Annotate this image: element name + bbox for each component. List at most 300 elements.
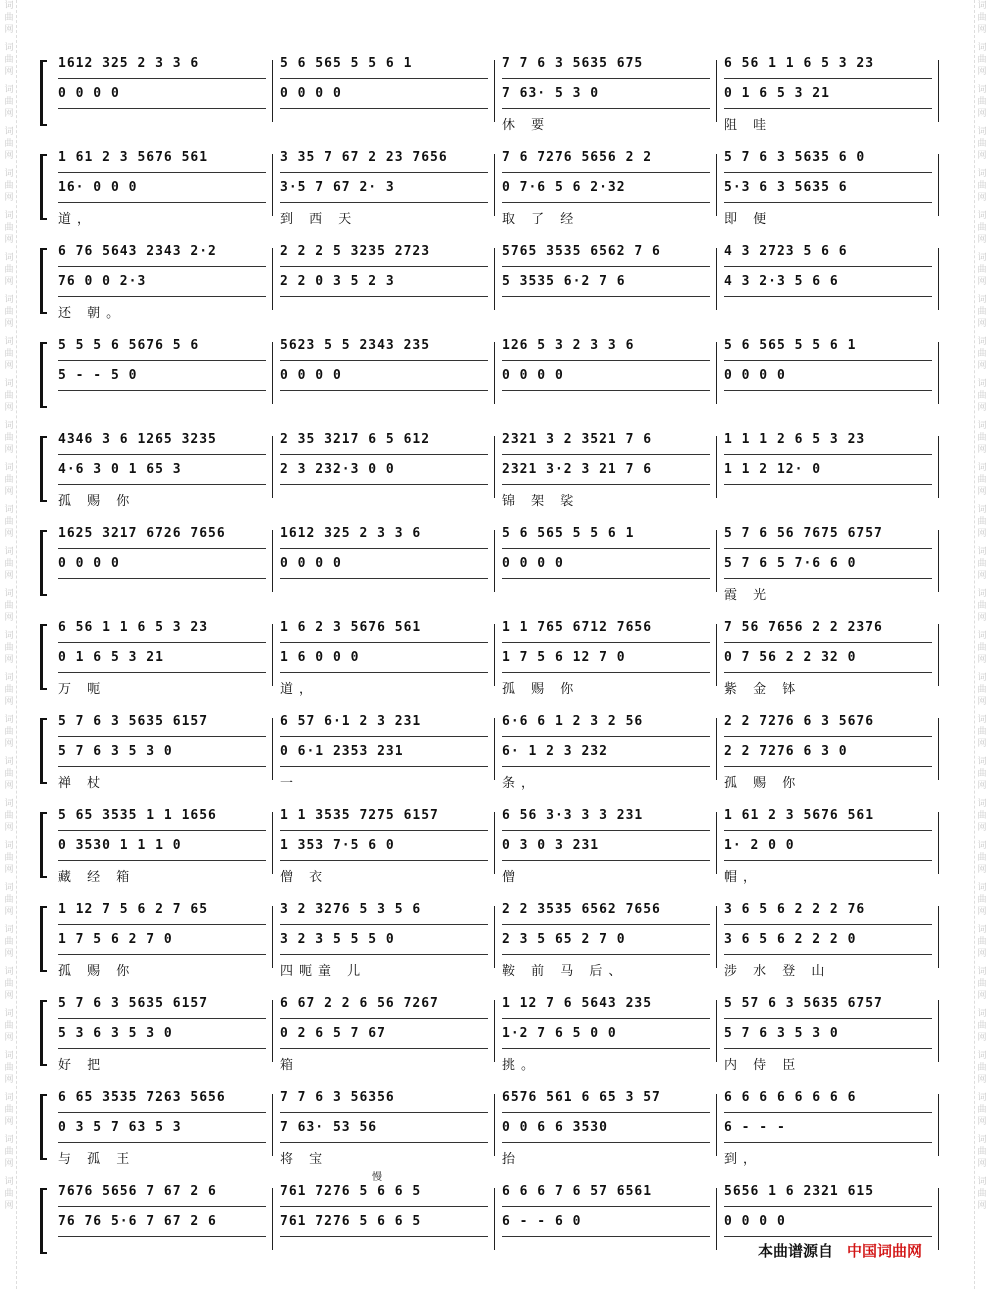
lower-stave — [58, 368, 938, 390]
measure: 5 6 565 5 5 6 1 — [502, 526, 710, 549]
measure: 1 1 2 12· 0 — [724, 462, 932, 485]
measure: 0 0 0 0 — [280, 368, 488, 391]
system-bracket — [40, 342, 47, 408]
watermark-text: 词曲网 — [977, 85, 987, 119]
barline — [272, 436, 273, 498]
score-system — [40, 620, 940, 704]
watermark-text: 词曲网 — [4, 799, 14, 833]
measure: 3 6 5 6 2 2 2 0 — [724, 932, 932, 955]
barline — [272, 248, 273, 310]
system-bracket — [40, 1188, 47, 1254]
lyric: 涉 水 登 山 — [724, 964, 831, 979]
barline — [716, 906, 717, 968]
measure: 1·2 7 6 5 0 0 — [502, 1026, 710, 1049]
lyric: 抬 — [502, 1152, 522, 1167]
lyric: 孤 赐 你 — [58, 964, 136, 979]
lower-stave — [58, 744, 938, 766]
measure: 1 7 5 6 12 7 0 — [502, 650, 710, 673]
watermark-text: 词曲网 — [977, 1135, 987, 1169]
measure: 7 63· 5 3 0 — [502, 86, 710, 109]
barline — [716, 718, 717, 780]
measure: 2 2 0 3 5 2 3 — [280, 274, 488, 297]
measure: 0 1 6 5 3 21 — [724, 86, 932, 109]
measure: 126 5 3 2 3 3 6 — [502, 338, 710, 361]
measure: 6·6 6 1 2 3 2 56 — [502, 714, 710, 737]
upper-stave — [58, 150, 938, 172]
system-bracket — [40, 154, 47, 220]
measure: 6 76 5643 2343 2·2 — [58, 244, 266, 267]
measure: 6 6 6 6 6 6 6 6 — [724, 1090, 932, 1113]
barline — [494, 436, 495, 498]
lyrics-line — [58, 1148, 938, 1166]
lyric: 霞 光 — [724, 588, 773, 603]
source-label: 本曲谱源自 — [758, 1242, 834, 1260]
watermark-text: 词曲网 — [4, 85, 14, 119]
watermark-text: 词曲网 — [977, 295, 987, 329]
lyric: 孤 赐 你 — [724, 776, 802, 791]
system-bracket — [40, 248, 47, 314]
measure: 2 3 5 65 2 7 0 — [502, 932, 710, 955]
measure: 3 2 3 5 5 5 0 — [280, 932, 488, 955]
measure: 6 56 3·3 3 3 231 — [502, 808, 710, 831]
watermark-text: 词曲网 — [4, 337, 14, 371]
barline — [494, 906, 495, 968]
lower-stave — [58, 462, 938, 484]
upper-stave — [58, 1184, 938, 1206]
measure: 5 7 6 3 5635 6 0 — [724, 150, 932, 173]
watermark-text: 词曲网 — [977, 967, 987, 1001]
lyric: 休 要 — [502, 118, 551, 133]
measure: 1 6 0 0 0 — [280, 650, 488, 673]
lower-stave — [58, 556, 938, 578]
measure: 7 6 7276 5656 2 2 — [502, 150, 710, 173]
lyric: 条， — [502, 776, 541, 791]
barline — [494, 342, 495, 404]
system-bracket — [40, 60, 47, 126]
measure: 2 3 232·3 0 0 — [280, 462, 488, 485]
lyric: 内 侍 臣 — [724, 1058, 802, 1073]
measure: 1612 325 2 3 3 6 — [58, 56, 266, 79]
barline — [938, 436, 939, 498]
lyrics-line — [58, 396, 938, 414]
barline — [938, 624, 939, 686]
measure: 76 76 5·6 7 67 2 6 — [58, 1214, 266, 1237]
measure: 0 3 5 7 63 5 3 — [58, 1120, 266, 1143]
barline — [272, 342, 273, 404]
lyric: 到 西 天 — [280, 212, 358, 227]
barline — [716, 154, 717, 216]
watermark-text: 词曲网 — [4, 967, 14, 1001]
lyric: 紫 金 钵 — [724, 682, 802, 697]
measure: 5 7 6 3 5635 6157 — [58, 714, 266, 737]
measure: 3 2 3276 5 3 5 6 — [280, 902, 488, 925]
upper-stave — [58, 432, 938, 454]
watermark-text: 词曲网 — [977, 715, 987, 749]
watermark-text: 词曲网 — [977, 379, 987, 413]
measure: 6 - - 6 0 — [502, 1214, 710, 1237]
upper-stave — [58, 56, 938, 78]
barline — [272, 812, 273, 874]
score-system — [40, 902, 940, 986]
measure: 1 1 3535 7275 6157 — [280, 808, 488, 831]
measure: 3 35 7 67 2 23 7656 — [280, 150, 488, 173]
tempo-mark: 慢 — [372, 1172, 382, 1183]
barline — [272, 154, 273, 216]
measure: 5 7 6 56 7675 6757 — [724, 526, 932, 549]
upper-stave — [58, 338, 938, 360]
measure: 0 0 0 0 — [280, 86, 488, 109]
barline — [716, 812, 717, 874]
watermark-text: 词曲网 — [4, 631, 14, 665]
watermark-text: 词曲网 — [4, 505, 14, 539]
score-system — [40, 714, 940, 798]
score-system — [40, 996, 940, 1080]
measure: 5656 1 6 2321 615 — [724, 1184, 932, 1207]
watermark-text: 词曲网 — [977, 883, 987, 917]
barline — [938, 342, 939, 404]
watermark-text: 词曲网 — [4, 757, 14, 791]
watermark-text: 词曲网 — [977, 1051, 987, 1085]
score-system — [40, 526, 940, 610]
lyric: 即 便 — [724, 212, 773, 227]
barline — [494, 60, 495, 122]
watermark-text: 词曲网 — [4, 211, 14, 245]
lyrics-line — [58, 208, 938, 226]
barline — [494, 530, 495, 592]
lower-stave — [58, 1214, 938, 1236]
measure: 0 0 0 0 — [724, 368, 932, 391]
measure: 5765 3535 6562 7 6 — [502, 244, 710, 267]
watermark-text: 词曲网 — [4, 253, 14, 287]
measure: 2 2 7276 6 3 0 — [724, 744, 932, 767]
barline — [716, 248, 717, 310]
lower-stave — [58, 86, 938, 108]
score-system — [40, 56, 940, 140]
lyrics-line — [58, 584, 938, 602]
watermark-text: 词曲网 — [977, 631, 987, 665]
barline — [494, 1188, 495, 1250]
watermark-text: 词曲网 — [4, 1135, 14, 1169]
measure: 1625 3217 6726 7656 — [58, 526, 266, 549]
measure: 1 12 7 5 6 2 7 65 — [58, 902, 266, 925]
barline — [494, 718, 495, 780]
lyric: 锦 架 裟 — [502, 494, 580, 509]
barline — [716, 1000, 717, 1062]
system-bracket — [40, 624, 47, 690]
measure: 5 7 6 3 5635 6157 — [58, 996, 266, 1019]
lyric: 鞍 前 马 后、 — [502, 964, 628, 979]
measure: 5 57 6 3 5635 6757 — [724, 996, 932, 1019]
lyric: 僧 衣 — [280, 870, 329, 885]
barline — [716, 624, 717, 686]
upper-stave — [58, 1090, 938, 1112]
barline — [494, 812, 495, 874]
barline — [272, 718, 273, 780]
lyric: 到， — [724, 1152, 763, 1167]
barline — [716, 530, 717, 592]
lyric: 僧 — [502, 870, 522, 885]
measure: 1 12 7 6 5643 235 — [502, 996, 710, 1019]
measure: 7 56 7656 2 2 2376 — [724, 620, 932, 643]
measure: 5 7 6 5 7·6 6 0 — [724, 556, 932, 579]
barline — [272, 1000, 273, 1062]
measure: 1612 325 2 3 3 6 — [280, 526, 488, 549]
measure: 0 2 6 5 7 67 — [280, 1026, 488, 1049]
barline — [494, 248, 495, 310]
barline — [272, 624, 273, 686]
watermark-text: 词曲网 — [977, 463, 987, 497]
watermark-text: 词曲网 — [4, 673, 14, 707]
watermark-text: 词曲网 — [4, 463, 14, 497]
watermark-text: 词曲网 — [4, 1009, 14, 1043]
watermark-text: 词曲网 — [977, 1177, 987, 1211]
watermark-text: 词曲网 — [4, 295, 14, 329]
watermark-right — [974, 0, 989, 1289]
measure: 6 57 6·1 2 3 231 — [280, 714, 488, 737]
measure: 0 0 0 0 — [502, 368, 710, 391]
lower-stave — [58, 180, 938, 202]
watermark-text: 词曲网 — [4, 421, 14, 455]
lyric: 道， — [280, 682, 319, 697]
watermark-text: 词曲网 — [4, 883, 14, 917]
measure: 6· 1 2 3 232 — [502, 744, 710, 767]
watermark-text: 词曲网 — [977, 1093, 987, 1127]
measure: 0 7·6 5 6 2·32 — [502, 180, 710, 203]
upper-stave — [58, 902, 938, 924]
site-name: 中国词曲网 — [847, 1242, 923, 1260]
measure: 1 61 2 3 5676 561 — [58, 150, 266, 173]
lyric: 道， — [58, 212, 97, 227]
barline — [494, 1094, 495, 1156]
watermark-text: 词曲网 — [4, 925, 14, 959]
score-system — [40, 150, 940, 234]
watermark-text: 词曲网 — [4, 1177, 14, 1211]
barline — [716, 342, 717, 404]
lyric: 藏 经 箱 — [58, 870, 136, 885]
measure: 0 7 56 2 2 32 0 — [724, 650, 932, 673]
measure: 7 7 6 3 5635 675 — [502, 56, 710, 79]
watermark-text: 词曲网 — [4, 1051, 14, 1085]
measure: 0 0 0 0 — [280, 556, 488, 579]
measure: 6 56 1 1 6 5 3 23 — [724, 56, 932, 79]
lyric: 取 了 经 — [502, 212, 580, 227]
measure: 6 67 2 2 6 56 7267 — [280, 996, 488, 1019]
watermark-text: 词曲网 — [4, 1, 14, 35]
lyrics-line — [58, 678, 938, 696]
lyrics-line — [58, 490, 938, 508]
barline — [272, 60, 273, 122]
measure: 761 7276 5 6 6 5 — [280, 1184, 488, 1207]
upper-stave — [58, 714, 938, 736]
lyric: 与 孤 王 — [58, 1152, 136, 1167]
measure: 761 7276 5 6 6 5 — [280, 1214, 488, 1237]
barline — [938, 1188, 939, 1250]
system-bracket — [40, 530, 47, 596]
watermark-text: 词曲网 — [4, 841, 14, 875]
watermark-text: 词曲网 — [977, 253, 987, 287]
measure: 4·6 3 0 1 65 3 — [58, 462, 266, 485]
upper-stave — [58, 244, 938, 266]
measure: 76 0 0 2·3 — [58, 274, 266, 297]
watermark-text: 词曲网 — [977, 547, 987, 581]
barline — [938, 248, 939, 310]
measure: 5 3535 6·2 7 6 — [502, 274, 710, 297]
watermark-text: 词曲网 — [4, 547, 14, 581]
barline — [716, 436, 717, 498]
watermark-text: 词曲网 — [4, 169, 14, 203]
watermark-text: 词曲网 — [977, 757, 987, 791]
lyric: 挑。 — [502, 1058, 541, 1073]
measure: 1 6 2 3 5676 561 — [280, 620, 488, 643]
barline — [494, 154, 495, 216]
lower-stave — [58, 932, 938, 954]
system-bracket — [40, 812, 47, 878]
measure: 2321 3 2 3521 7 6 — [502, 432, 710, 455]
lyrics-line — [58, 772, 938, 790]
watermark-text: 词曲网 — [4, 589, 14, 623]
measure: 2321 3·2 3 21 7 6 — [502, 462, 710, 485]
measure: 5 65 3535 1 1 1656 — [58, 808, 266, 831]
lyrics-line — [58, 1054, 938, 1072]
measure: 0 3 0 3 231 — [502, 838, 710, 861]
score-system — [40, 244, 940, 328]
barline — [938, 530, 939, 592]
score-system — [40, 338, 940, 422]
lyric: 孤 赐 你 — [502, 682, 580, 697]
lower-stave — [58, 650, 938, 672]
watermark-text: 词曲网 — [977, 169, 987, 203]
measure: 7 63· 53 56 — [280, 1120, 488, 1143]
watermark-text: 词曲网 — [4, 1093, 14, 1127]
measure: 4 3 2·3 5 6 6 — [724, 274, 932, 297]
lyric: 将 宝 — [280, 1152, 329, 1167]
lower-stave — [58, 838, 938, 860]
system-bracket — [40, 1000, 47, 1066]
watermark-text: 词曲网 — [977, 43, 987, 77]
measure: 2 2 2 5 3235 2723 — [280, 244, 488, 267]
measure: 5·3 6 3 5635 6 — [724, 180, 932, 203]
barline — [272, 1094, 273, 1156]
lyric: 箱 — [280, 1058, 300, 1073]
score-system — [40, 808, 940, 892]
lower-stave — [58, 1026, 938, 1048]
upper-stave — [58, 808, 938, 830]
measure: 6 - - - — [724, 1120, 932, 1143]
measure: 5 7 6 3 5 3 0 — [58, 744, 266, 767]
system-bracket — [40, 1094, 47, 1160]
lyric: 万 呃 — [58, 682, 107, 697]
measure: 5 5 5 6 5676 5 6 — [58, 338, 266, 361]
lower-stave — [58, 274, 938, 296]
measure: 7676 5656 7 67 2 6 — [58, 1184, 266, 1207]
lyric: 孤 赐 你 — [58, 494, 136, 509]
measure: 0 1 6 5 3 21 — [58, 650, 266, 673]
watermark-text: 词曲网 — [977, 589, 987, 623]
barline — [272, 906, 273, 968]
measure: 1 1 765 6712 7656 — [502, 620, 710, 643]
system-bracket — [40, 436, 47, 502]
measure: 4 3 2723 5 6 6 — [724, 244, 932, 267]
barline — [938, 154, 939, 216]
watermark-text: 词曲网 — [4, 43, 14, 77]
watermark-text: 词曲网 — [977, 211, 987, 245]
watermark-text: 词曲网 — [977, 421, 987, 455]
barline — [938, 906, 939, 968]
upper-stave — [58, 620, 938, 642]
measure: 3·5 7 67 2· 3 — [280, 180, 488, 203]
barline — [272, 530, 273, 592]
system-bracket — [40, 906, 47, 972]
measure: 2 35 3217 6 5 612 — [280, 432, 488, 455]
measure: 6 56 1 1 6 5 3 23 — [58, 620, 266, 643]
watermark-text: 词曲网 — [977, 925, 987, 959]
measure: 0 6·1 2353 231 — [280, 744, 488, 767]
measure: 5623 5 5 2343 235 — [280, 338, 488, 361]
measure: 5 - - 5 0 — [58, 368, 266, 391]
watermark-text: 词曲网 — [977, 1, 987, 35]
measure: 5 6 565 5 5 6 1 — [724, 338, 932, 361]
measure: 6 65 3535 7263 5656 — [58, 1090, 266, 1113]
measure: 7 7 6 3 56356 — [280, 1090, 488, 1113]
measure: 1· 2 0 0 — [724, 838, 932, 861]
watermark-text: 词曲网 — [977, 337, 987, 371]
upper-stave — [58, 996, 938, 1018]
upper-stave — [58, 526, 938, 548]
measure: 1 61 2 3 5676 561 — [724, 808, 932, 831]
lyric: 一 — [280, 776, 300, 791]
measure: 0 0 6 6 3530 — [502, 1120, 710, 1143]
watermark-text: 词曲网 — [977, 127, 987, 161]
lyrics-line — [58, 960, 938, 978]
watermark-left — [2, 0, 17, 1289]
measure: 2 2 7276 6 3 5676 — [724, 714, 932, 737]
score-system — [40, 432, 940, 516]
footer — [758, 1240, 922, 1261]
watermark-text: 词曲网 — [977, 505, 987, 539]
measure: 2 2 3535 6562 7656 — [502, 902, 710, 925]
barline — [938, 812, 939, 874]
watermark-text: 词曲网 — [4, 127, 14, 161]
lyric: 阻 哇 — [724, 118, 773, 133]
measure: 3 6 5 6 2 2 2 76 — [724, 902, 932, 925]
watermark-text: 词曲网 — [4, 715, 14, 749]
system-bracket — [40, 718, 47, 784]
watermark-text: 词曲网 — [977, 673, 987, 707]
barline — [938, 718, 939, 780]
measure: 0 0 0 0 — [58, 86, 266, 109]
measure: 0 0 0 0 — [502, 556, 710, 579]
lyrics-line — [58, 866, 938, 884]
watermark-text: 词曲网 — [977, 799, 987, 833]
watermark-text: 词曲网 — [977, 841, 987, 875]
barline — [272, 1188, 273, 1250]
lyric: 四呃童 儿 — [280, 964, 367, 979]
barline — [938, 1000, 939, 1062]
measure: 5 6 565 5 5 6 1 — [280, 56, 488, 79]
barline — [938, 1094, 939, 1156]
lyric: 好 把 — [58, 1058, 107, 1073]
barline — [938, 60, 939, 122]
barline — [494, 624, 495, 686]
lyrics-line — [58, 114, 938, 132]
watermark-text: 词曲网 — [4, 379, 14, 413]
measure: 6576 561 6 65 3 57 — [502, 1090, 710, 1113]
barline — [716, 1094, 717, 1156]
measure: 1 7 5 6 2 7 0 — [58, 932, 266, 955]
lyric: 还 朝。 — [58, 306, 126, 321]
barline — [716, 1188, 717, 1250]
measure: 6 6 6 7 6 57 6561 — [502, 1184, 710, 1207]
